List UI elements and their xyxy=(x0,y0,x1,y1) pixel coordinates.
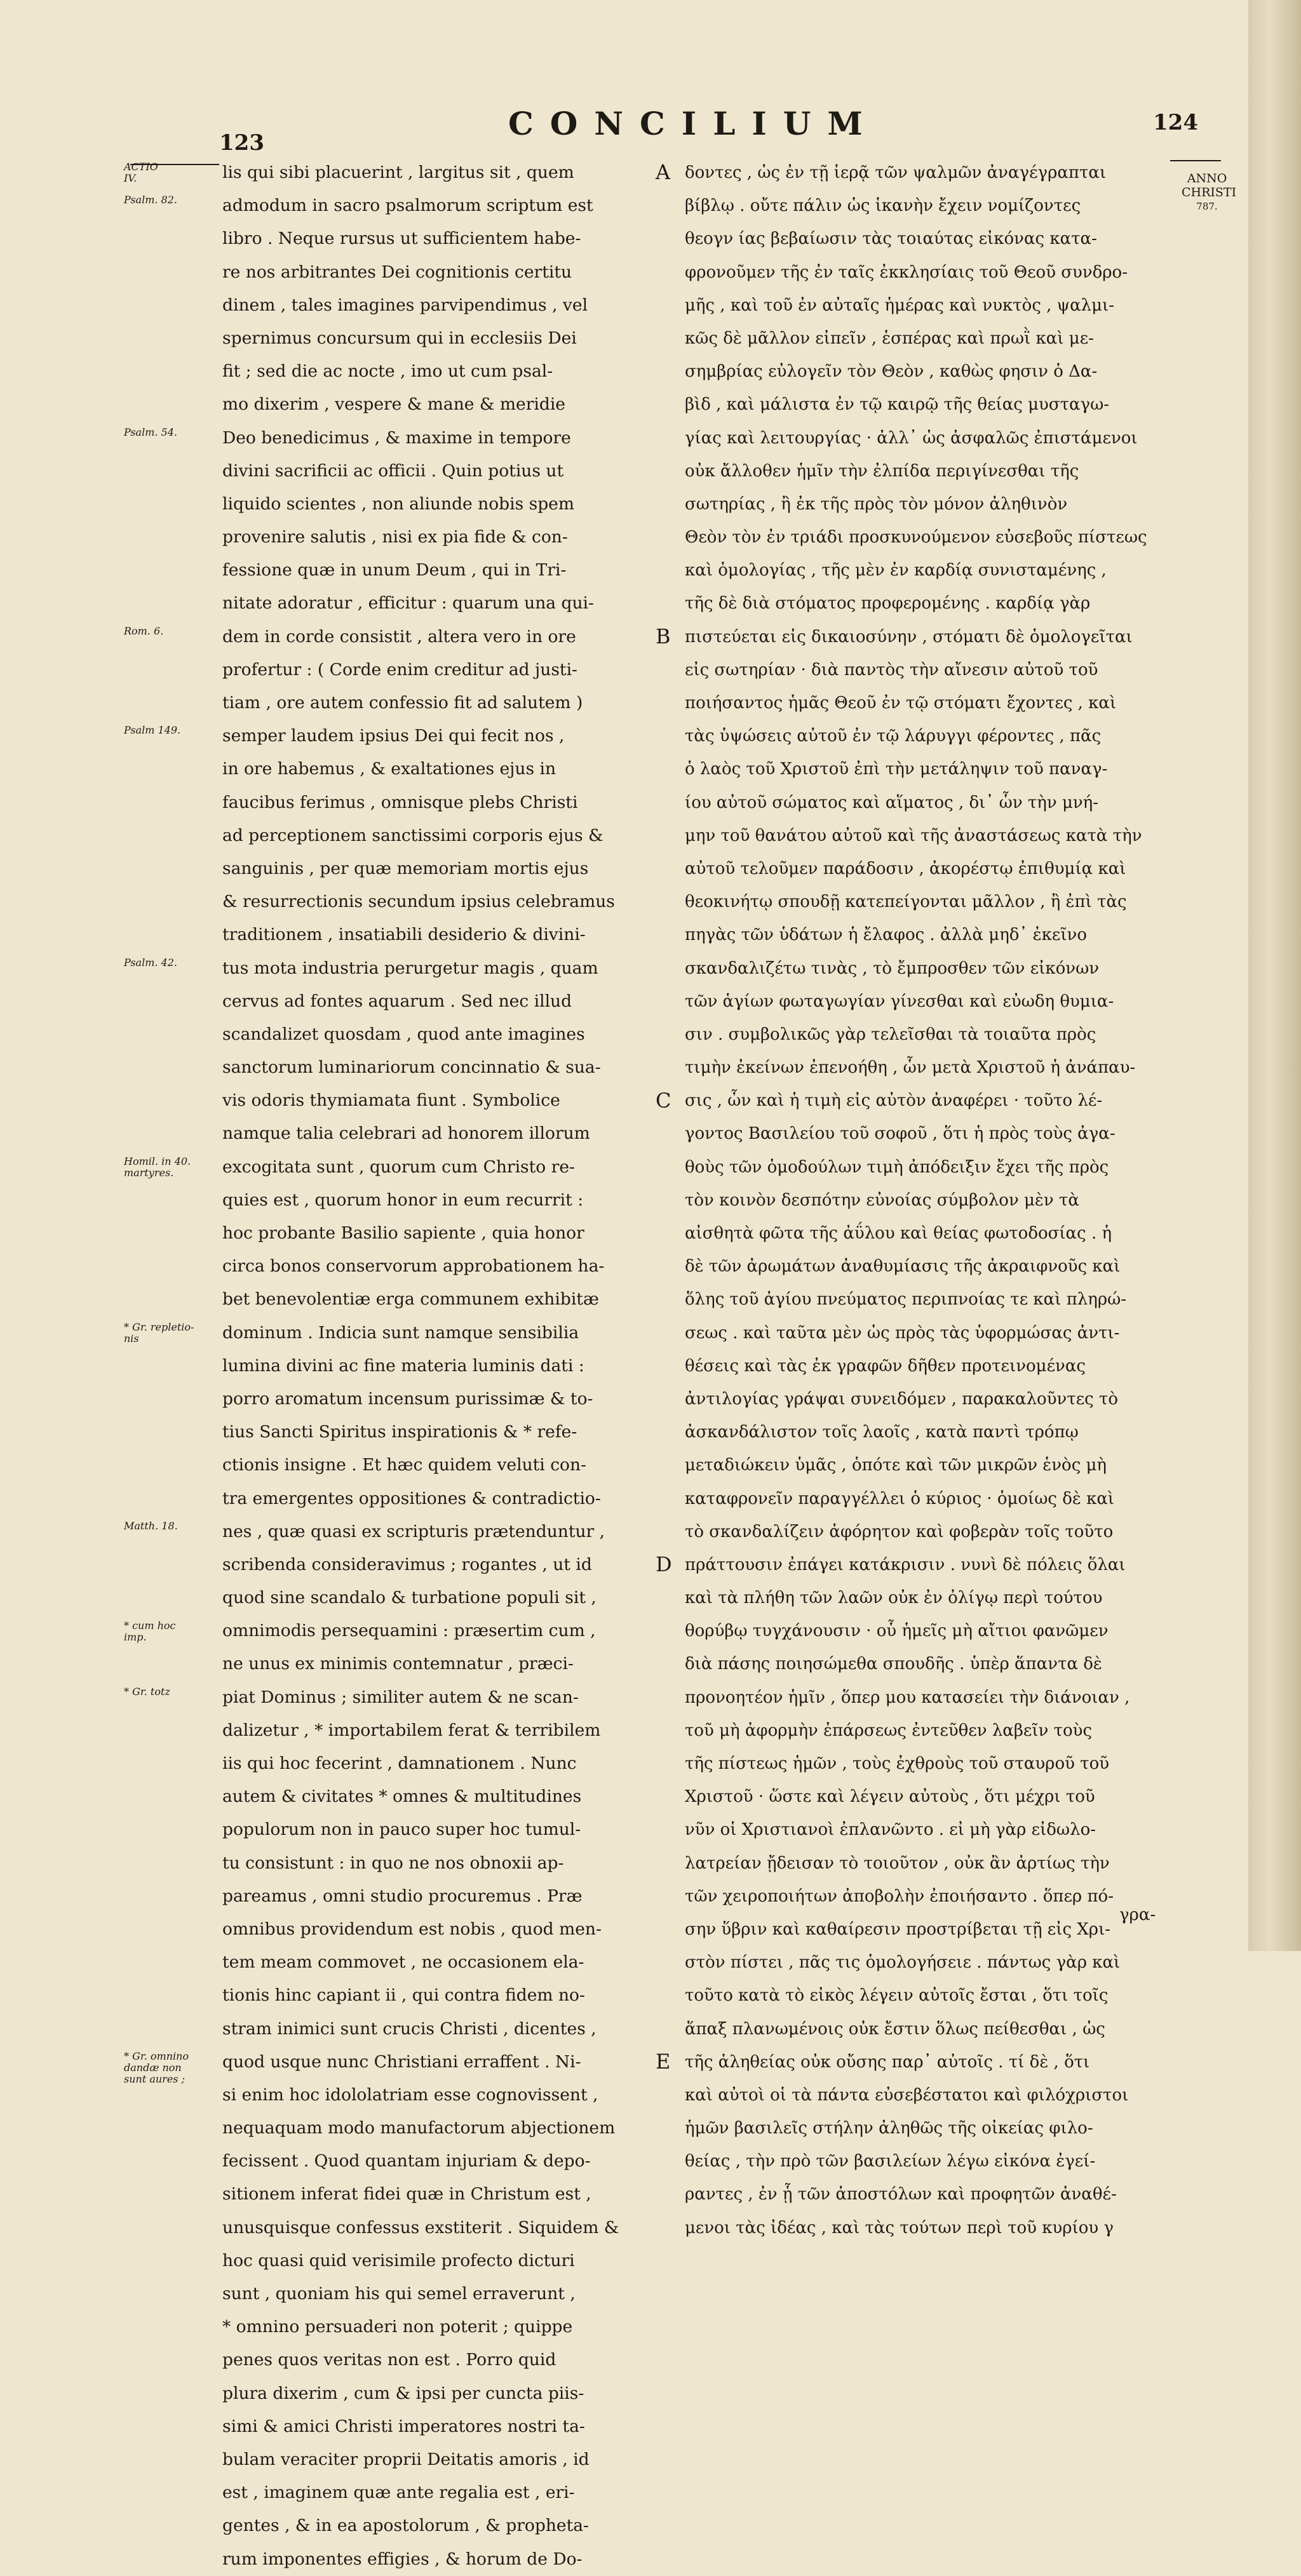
latin-text-line: fit ; sed die ac nocte , imo ut cum psal- xyxy=(222,361,553,382)
greek-text-line: θεογν ίας βεβαίωσιν τὰς τοιαύτας εἰκόνας κατα- xyxy=(685,229,1097,249)
greek-text-line: πιστεύεται εἰς δικαιοσύνην , στόματι δὲ ὁμολογεῖται xyxy=(685,627,1133,647)
latin-text-line: * omnino persuaderi non poterit ; quippe xyxy=(222,2317,573,2337)
greek-text-line: θεοκινήτῳ σπουδῇ κατεπείγονται μᾶλλον , ἢ ἐπὶ τὰς xyxy=(685,892,1127,912)
latin-text-line: re nos arbitrantes Dei cognitionis certitu xyxy=(222,262,572,282)
latin-text-line: ad perceptionem sanctissimi corporis ejus & xyxy=(222,825,603,845)
latin-text-line: lis qui sibi placuerint , largitus sit , quem xyxy=(222,163,574,182)
margin-note-text: imp. xyxy=(124,1630,147,1643)
year-note-text: ANNO xyxy=(1187,171,1227,185)
greek-text-line: θέσεις καὶ τὰς ἐκ γραφῶν δῆθεν προτεινομένας xyxy=(685,1356,1086,1376)
margin-note xyxy=(124,1620,176,1643)
greek-text-line: τοῦ μὴ ἀφορμὴν ἐπάρσεως ἐντεῦθεν λαβεῖν τοὺς xyxy=(685,1721,1093,1740)
latin-text-line: ctionis insigne . Et hæc quidem veluti con- xyxy=(222,1455,587,1475)
right-margin-rule xyxy=(1170,160,1221,161)
greek-text-line: εἰς σωτηρίαν · διὰ παντὸς τὴν αἴνεσιν αὐτοῦ τοῦ xyxy=(685,660,1098,680)
latin-text-line: ne unus ex minimis contemnatur , præci- xyxy=(222,1654,574,1674)
greek-text-line: γίας καὶ λειτουργίας · ἀλλ᾽ ὡς ἀσφαλῶς ἐπιστάμενοι xyxy=(685,428,1138,448)
latin-text-line: penes quos veritas non est . Porro quid xyxy=(222,2350,556,2370)
margin-note-text: * cum hoc xyxy=(124,1619,176,1632)
greek-text-line: σημβρίας εὐλογεῖν τὸν Θεὸν , καθὼς φησιν ὁ Δα- xyxy=(685,362,1098,382)
margin-note-text: Matth. 18. xyxy=(124,1520,178,1533)
greek-text-line: πηγὰς τῶν ὑδάτων ἡ ἔλαφος . ἀλλὰ μηδ᾽ ἐκεῖνο xyxy=(685,925,1088,945)
greek-text-line: δὲ τῶν ἀρωμάτων ἀναθυμίασις τῆς ἀκραιφνοῦς καὶ xyxy=(685,1257,1121,1277)
margin-note xyxy=(124,1322,194,1345)
greek-text-line: ραντες , ἐν ᾗ τῶν ἀποστόλων καὶ προφητῶν ἀναθέ- xyxy=(685,2185,1117,2204)
greek-text-line: ὅλης τοῦ ἁγίου πνεύματος περιπνοίας τε καὶ πληρώ- xyxy=(685,1290,1127,1310)
latin-text-line: admodum in sacro psalmorum scriptum est xyxy=(222,196,593,216)
latin-column xyxy=(222,156,648,2576)
margin-note-text: Psalm. 82. xyxy=(124,194,177,206)
latin-text-line: profertur : ( Corde enim creditur ad justi- xyxy=(222,659,577,680)
latin-text-line: namque talia celebrari ad honorem illorum xyxy=(222,1124,590,1144)
latin-text-line: faucibus ferimus , omnisque plebs Christi xyxy=(222,792,578,812)
latin-text-line: divini sacrificii ac officii . Quin potius ut xyxy=(222,460,564,481)
latin-text-line: fecissent . Quod quantam injuriam & depo- xyxy=(222,2151,591,2171)
greek-text-line: τιμὴν ἐκείνων ἐπενοήθη , ὧν μετὰ Χριστοῦ ἡ ἀνάπαυ- xyxy=(685,1058,1136,1078)
greek-text-line: σιν . συμβολικῶς γὰρ τελεῖσθαι τὰ τοιαῦτα πρὸς xyxy=(685,1024,1096,1044)
greek-text-line: προνοητέον ἡμῖν , ὅπερ μου κατασείει τὴν διάνοιαν , xyxy=(685,1687,1130,1707)
greek-column xyxy=(685,156,1174,2244)
latin-text-line: excogitata sunt , quorum cum Christo re- xyxy=(222,1157,575,1177)
latin-text-line: fessione quæ in unum Deum , qui in Tri- xyxy=(222,560,567,580)
section-letter: E xyxy=(656,2049,671,2074)
latin-text-line: vis odoris thymiamata fiunt . Symbolice xyxy=(222,1090,560,1111)
margin-note-text: Psalm. 54. xyxy=(124,426,177,438)
margin-note xyxy=(124,1686,170,1698)
greek-text-line: ποιήσαντος ἡμᾶς Θεοῦ ἐν τῷ στόματι ἔχοντες , καὶ xyxy=(685,694,1117,713)
greek-text-line: μῆς , καὶ τοῦ ἐν αὐταῖς ἡμέρας καὶ νυκτὸς , ψαλμι- xyxy=(685,295,1114,315)
margin-note xyxy=(124,1156,191,1179)
margin-note xyxy=(124,161,158,184)
greek-text-line: δοντες , ὡς ἐν τῇ ἱερᾷ τῶν ψαλμῶν ἀναγέγραπται xyxy=(685,163,1107,182)
greek-text-line: κῶς δὲ μᾶλλον εἰπεῖν , ἑσπέρας καὶ πρωῒ καὶ με- xyxy=(685,328,1094,348)
latin-text-line: autem & civitates * omnes & multitudines xyxy=(222,1787,582,1807)
latin-text-line: piat Dominus ; similiter autem & ne scan- xyxy=(222,1687,579,1707)
latin-text-line: Deo benedicimus , & maxime in tempore xyxy=(222,427,571,448)
latin-text-line: populorum non in pauco super hoc tumul- xyxy=(222,1820,581,1840)
latin-text-line: scribenda consideravimus ; rogantes , ut id xyxy=(222,1554,592,1574)
margin-note xyxy=(124,626,163,637)
latin-text-line: gentes , & in ea apostolorum , & propheta- xyxy=(222,2516,589,2536)
latin-text-line: nitate adoratur , efficitur : quarum una qui- xyxy=(222,593,594,614)
latin-text-line: sanctorum luminariorum concinnatio & sua- xyxy=(222,1057,601,1078)
latin-text-line: tius Sancti Spiritus inspirationis & * refe- xyxy=(222,1422,577,1442)
adjacent-page-edge xyxy=(1248,0,1301,1951)
margin-note-text: ACTIO xyxy=(124,161,158,173)
margin-note xyxy=(124,725,180,736)
greek-text-line: τῆς ἀληθείας οὐκ οὔσης παρ᾽ αὐτοῖς . τί δὲ , ὅτι xyxy=(685,2052,1090,2072)
latin-text-line: tus mota industria perurgetur magis , quam xyxy=(222,958,598,978)
latin-text-line: liquido scientes , non aliunde nobis spem xyxy=(222,493,574,514)
latin-text-line: tu consistunt : in quo ne nos obnoxii ap- xyxy=(222,1853,564,1873)
latin-text-line: tra emergentes oppositiones & contradictio- xyxy=(222,1488,601,1508)
margin-note-text: martyres. xyxy=(124,1167,174,1179)
greek-text-line: σις , ὧν καὶ ἡ τιμὴ εἰς αὐτὸν ἀναφέρει · τοῦτο λέ- xyxy=(685,1091,1103,1111)
latin-text-line: dominum . Indicia sunt namque sensibilia xyxy=(222,1322,579,1343)
greek-text-line: ἀσκανδάλιστον τοῖς λαοῖς , κατὰ παντὶ τρόπῳ xyxy=(685,1423,1079,1442)
latin-text-line: tem meam commovet , ne occasionem ela- xyxy=(222,1952,584,1973)
latin-text-line: scandalizet quosdam , quod ante imagines xyxy=(222,1024,585,1044)
greek-text-line: αἰσθητὰ φῶτα τῆς ἀΰλου καὶ θείας φωτοδοσίας . ἡ xyxy=(685,1224,1112,1243)
latin-text-line: sitionem inferat fidei quæ in Christum est , xyxy=(222,2184,591,2204)
latin-text-line: quies est , quorum honor in eum recurrit : xyxy=(222,1190,584,1210)
section-letter: D xyxy=(656,1552,672,1577)
year-note-text: 787. xyxy=(1196,201,1218,212)
latin-text-line: unusquisque confessus exstiterit . Siquidem & xyxy=(222,2217,619,2237)
greek-text-line: τῶν ἁγίων φωταγωγίαν γίνεσθαι καὶ εὐωδη θυμια- xyxy=(685,991,1114,1011)
greek-text-line: αὐτοῦ τελοῦμεν παράδοσιν , ἀκορέστῳ ἐπιθυμίᾳ καὶ xyxy=(685,859,1126,878)
greek-text-line: ὁ λαὸς τοῦ Χριστοῦ ἐπὶ τὴν μετάληψιν τοῦ παναγ- xyxy=(685,760,1108,779)
latin-text-line: in ore habemus , & exaltationes ejus in xyxy=(222,759,556,779)
greek-text-line: σην ὕβριν καὶ καθαίρεσιν προστρίβεται τῇ εἰς Χρι- xyxy=(685,1919,1111,1939)
greek-text-line: μεταδιώκειν ὑμᾶς , ὁπότε καὶ τῶν μικρῶν ἑνὸς μὴ xyxy=(685,1456,1107,1475)
greek-text-line: τῆς πίστεως ἡμῶν , τοὺς ἐχθροὺς τοῦ σταυροῦ τοῦ xyxy=(685,1754,1110,1773)
latin-text-line: quod sine scandalo & turbatione populi sit , xyxy=(222,1588,597,1608)
latin-text-line: iis qui hoc fecerint , damnationem . Nunc xyxy=(222,1754,577,1773)
latin-text-line: libro . Neque rursus ut sufficientem habe- xyxy=(222,229,581,249)
margin-note-text: Psalm 149. xyxy=(124,724,181,737)
latin-text-line: dinem , tales imagines parvipendimus , vel xyxy=(222,295,588,315)
greek-text-line: τῶν χειροποιήτων ἀποβολὴν ἐποιήσαντο . ὅπερ πό- xyxy=(685,1886,1114,1906)
margin-note xyxy=(124,1520,178,1532)
latin-text-line: dalizetur , * importabilem ferat & terribilem xyxy=(222,1720,601,1740)
margin-note xyxy=(124,957,177,969)
greek-text-line: μην τοῦ θανάτου αὐτοῦ καὶ τῆς ἀναστάσεως κατὰ τὴν xyxy=(685,826,1142,845)
margin-note-text: sunt aures ; xyxy=(124,2073,185,2086)
greek-text-line: ἀντιλογίας γράψαι συνειδόμεν , παρακαλοῦντες τὸ xyxy=(685,1389,1119,1409)
latin-text-line: provenire salutis , nisi ex pia fide & con- xyxy=(222,527,568,547)
greek-text-line: καὶ ὁμολογίας , τῆς μὲν ἐν καρδίᾳ συνισταμένης , xyxy=(685,561,1107,580)
left-page-number: 123 xyxy=(219,130,264,156)
latin-text-line: tionis hinc capiant ii , qui contra fidem no- xyxy=(222,1985,585,2006)
margin-note-text: * Gr. totz xyxy=(124,1686,170,1698)
greek-text-line: Χριστοῦ · ὥστε καὶ λέγειν αὐτοὺς , ὅτι μέχρι τοῦ xyxy=(685,1787,1095,1807)
margin-note-text: Homil. in 40. xyxy=(124,1155,191,1167)
greek-text-line: σεως . καὶ ταῦτα μὲν ὡς πρὸς τὰς ὑφορμώσας ἀντι- xyxy=(685,1323,1120,1343)
greek-text-line: λατρείαν ᾔδεισαν τὸ τοιοῦτον , οὐκ ἂν ἀρτίως τὴν xyxy=(685,1853,1110,1873)
greek-text-line: τὸν κοινὸν δεσπότην εὐνοίας σύμβολον μὲν τὰ xyxy=(685,1190,1079,1210)
latin-text-line: hoc probante Basilio sapiente , quia honor xyxy=(222,1223,584,1243)
margin-note-text: * Gr. omnino xyxy=(124,2050,189,2063)
greek-text-line: θορύβῳ τυγχάνουσιν · οὗ ἡμεῖς μὴ αἴτιοι φανῶμεν xyxy=(685,1621,1109,1641)
catchword: γρα- xyxy=(1119,1905,1156,1924)
greek-text-line: θοὺς τῶν ὁμοδούλων τιμὴ ἀπόδειξιν ἔχει τῆς πρὸς xyxy=(685,1157,1109,1177)
greek-text-line: πράττουσιν ἐπάγει κατάκρισιν . νυνὶ δὲ πόλεις ὅλαι xyxy=(685,1555,1126,1574)
running-title: CONCILIUM xyxy=(508,105,879,142)
margin-note xyxy=(124,2051,189,2085)
latin-text-line: semper laudem ipsius Dei qui fecit nos , xyxy=(222,726,565,746)
margin-note xyxy=(124,194,177,206)
section-letter: B xyxy=(656,624,671,648)
margin-note-text: Rom. 6. xyxy=(124,624,164,637)
greek-text-line: διὰ πάσης ποιησώμεθα σπουδῆς . ὑπὲρ ἅπαντα δὲ xyxy=(685,1654,1102,1674)
right-page-number: 124 xyxy=(1153,110,1198,135)
greek-text-line: τοῦτο κατὰ τὸ εἰκὸς λέγειν αὐτοῖς ἔσται , ὅτι τοῖς xyxy=(685,1986,1109,2006)
greek-text-line: Θεὸν τὸν ἐν τριάδι προσκυνούμενον εὐσεβοῦς πίστεως xyxy=(685,528,1147,547)
greek-text-line: ίου αὐτοῦ σώματος καὶ αἵματος , δι᾽ ὧν τὴν μνή- xyxy=(685,793,1099,812)
greek-text-line: καταφρονεῖν παραγγέλλει ὁ κύριος · ὁμοίως δὲ καὶ xyxy=(685,1489,1115,1508)
latin-text-line: quod usque nunc Christiani erraffent . Ni- xyxy=(222,2051,581,2072)
greek-text-line: βὶδ , καὶ μάλιστα ἐν τῷ καιρῷ τῆς θείας μυσταγω- xyxy=(685,395,1110,415)
greek-text-line: ἅπαξ πλανωμένοις οὐκ ἔστιν ὅλως πείθεσθαι , ὡς xyxy=(685,2019,1105,2039)
latin-text-line: spernimus concursum qui in ecclesiis Dei xyxy=(222,328,577,348)
latin-text-line: dem in corde consistit , altera vero in ore xyxy=(222,626,576,647)
latin-text-line: nequaquam modo manufactorum abjectionem xyxy=(222,2118,616,2138)
greek-text-line: γοντος Βασιλείου τοῦ σοφοῦ , ὅτι ἡ πρὸς τοὺς ἀγα- xyxy=(685,1124,1116,1144)
latin-text-line: simi & amici Christi imperatores nostri ta- xyxy=(222,2416,585,2436)
margin-note-text: * Gr. repletio- xyxy=(124,1321,194,1333)
latin-text-line: & resurrectionis secundum ipsius celebramus xyxy=(222,892,615,912)
latin-text-line: traditionem , insatiabili desiderio & divini- xyxy=(222,925,586,945)
margin-note-text: nis xyxy=(124,1332,139,1345)
latin-text-line: sanguinis , per quæ memoriam mortis ejus xyxy=(222,858,589,878)
margin-note xyxy=(124,427,177,438)
latin-text-line: est , imaginem quæ ante regalia est , eri- xyxy=(222,2483,575,2503)
latin-text-line: lumina divini ac fine materia luminis dati : xyxy=(222,1355,584,1376)
latin-text-line: omnibus providendum est nobis , quod men- xyxy=(222,1919,602,1939)
margin-note-text: Psalm. 42. xyxy=(124,956,177,969)
section-letter: C xyxy=(656,1088,671,1113)
latin-text-line: omnimodis persequamini : præsertim cum , xyxy=(222,1621,596,1641)
latin-text-line: circa bonos conservorum approbationem ha- xyxy=(222,1256,605,1277)
page-header xyxy=(0,105,1301,156)
latin-text-line: plura dixerim , cum & ipsi per cuncta piis- xyxy=(222,2383,584,2403)
margin-note-text: IV. xyxy=(124,172,137,184)
latin-text-line: tiam , ore autem confessio fit ad salutem ) xyxy=(222,693,583,713)
greek-text-line: καὶ αὐτοὶ οἱ τὰ πάντα εὐσεβέστατοι καὶ φιλόχριστοι xyxy=(685,2085,1129,2105)
latin-text-line: bet benevolentiæ erga communem exhibitæ xyxy=(222,1289,599,1310)
greek-text-line: οὐκ ἄλλοθεν ἡμῖν τὴν ἐλπίδα περιγίνεσθαι τῆς xyxy=(685,461,1079,481)
greek-text-line: βίβλῳ . οὔτε πάλιν ὡς ἱκανὴν ἔχειν νομίζοντες xyxy=(685,196,1081,216)
latin-text-line: rum imponentes effigies , & horum de Do- xyxy=(222,2549,583,2569)
greek-text-line: φρονοῦμεν τῆς ἐν ταῖς ἐκκλησίαις τοῦ Θεοῦ συνδρο- xyxy=(685,262,1128,282)
latin-text-line: cervus ad fontes aquarum . Sed nec illud xyxy=(222,991,572,1011)
year-note-text: CHRISTI xyxy=(1182,185,1237,199)
latin-text-line: bulam veraciter proprii Deitatis amoris , id xyxy=(222,2449,590,2469)
year-margin-note xyxy=(1182,171,1237,213)
latin-text-line: sunt , quoniam his qui semel erraverunt , xyxy=(222,2284,576,2304)
greek-text-line: τὰς ὑψώσεις αὐτοῦ ἐν τῷ λάρυγγι φέροντες , πᾶς xyxy=(685,727,1102,746)
latin-text-line: mo dixerim , vespere & mane & meridie xyxy=(222,394,565,415)
latin-text-line: pareamus , omni studio procuremus . Præ xyxy=(222,1886,583,1906)
greek-text-line: θείας , τὴν πρὸ τῶν βασιλείων λέγω εἰκόνα ἐγεί- xyxy=(685,2152,1096,2171)
greek-text-line: σωτηρίας , ἢ ἐκ τῆς πρὸς τὸν μόνον ἀληθινὸν xyxy=(685,494,1068,514)
latin-text-line: hoc quasi quid verisimile profecto dicturi xyxy=(222,2250,575,2271)
latin-text-line: nes , quæ quasi ex scripturis prætenduntur , xyxy=(222,1521,605,1541)
latin-text-line: si enim hoc idololatriam esse cognovissent , xyxy=(222,2084,598,2105)
margin-note-text: dandæ non xyxy=(124,2062,182,2074)
greek-text-line: νῦν οἱ Χριστιανοὶ ἐπλανῶντο . εἰ μὴ γὰρ εἰδωλο- xyxy=(685,1820,1096,1840)
greek-text-line: καὶ τὰ πλήθη τῶν λαῶν οὐκ ἐν ὀλίγῳ περὶ τούτου xyxy=(685,1588,1103,1608)
greek-text-line: τὸ σκανδαλίζειν ἀφόρητον καὶ φοβερὰν τοῖς τοῦτο xyxy=(685,1522,1114,1541)
latin-text-line: stram inimici sunt crucis Christi , dicentes , xyxy=(222,2018,597,2039)
greek-text-line: μενοι τὰς ἰδέας , καὶ τὰς τούτων περὶ τοῦ κυρίου γ xyxy=(685,2218,1114,2237)
greek-text-line: ἡμῶν βασιλεῖς στήλην ἀληθῶς τῆς οἰκείας φιλο- xyxy=(685,2119,1093,2138)
latin-text-line: porro aromatum incensum purissimæ & to- xyxy=(222,1388,593,1409)
section-letter: A xyxy=(656,160,671,184)
greek-text-line: τῆς δὲ διὰ στόματος προφερομένης . καρδίᾳ γὰρ xyxy=(685,594,1091,614)
greek-text-line: σκανδαλιζέτω τινὰς , τὸ ἔμπροσθεν τῶν εἰκόνων xyxy=(685,958,1100,978)
greek-text-line: στὸν πίστει , πᾶς τις ὁμολογήσειε . πάντως γὰρ καὶ xyxy=(685,1953,1121,1973)
